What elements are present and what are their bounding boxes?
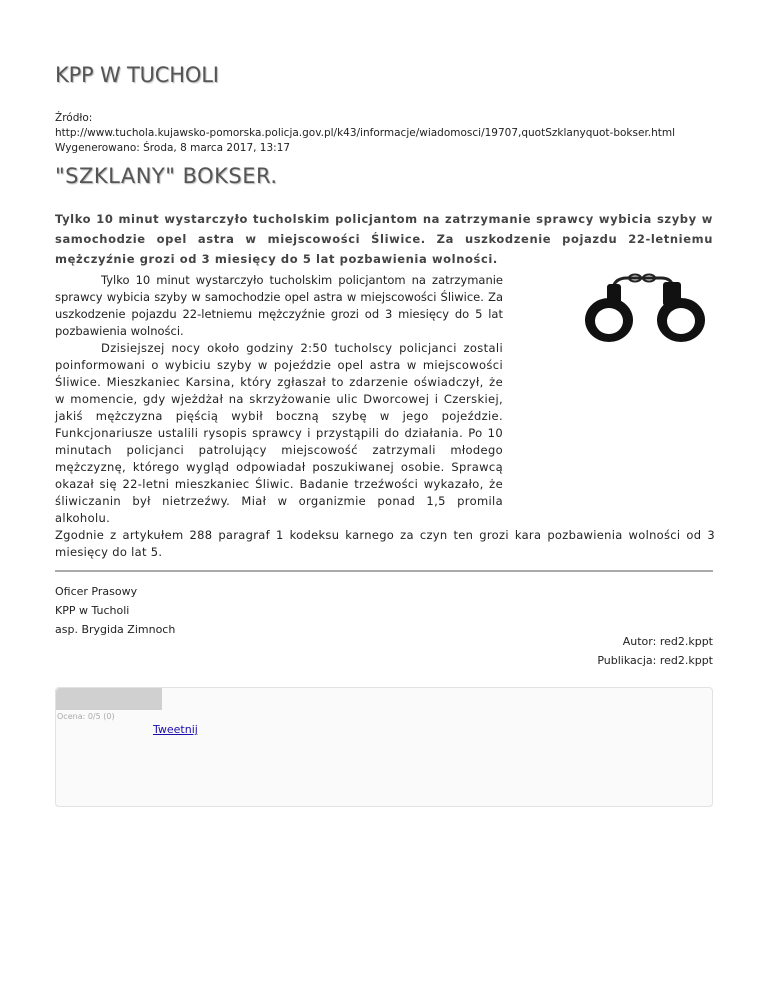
site-title: KPP W TUCHOLI xyxy=(55,63,219,87)
handcuffs-icon xyxy=(575,272,715,352)
source-url: http://www.tuchola.kujawsko-pomorska.policja.gov.pl/k43/informacje/wiadomosci/19707,quotSzklanyquot-bokser.html xyxy=(55,127,676,139)
rating-stars[interactable] xyxy=(56,688,162,710)
publication-credit: Publikacja: red2.kppt xyxy=(597,654,713,667)
paragraph-2 xyxy=(55,340,503,527)
tweet-link[interactable]: Tweetnij xyxy=(153,723,198,736)
paragraph-1-text: Tylko 10 minut wystarczyło tucholskim policjantom na zatrzymanie sprawcy wybicia szyby w samochodzie opel astra w miejscowości Śliwice. Za uszkodzenie pojazdu 22-letniemu mężczyźnie grozi od 3 miesięcy do 5 lat pozbawienia wolności. xyxy=(55,273,503,338)
officer-unit: KPP w Tucholi xyxy=(55,604,130,617)
article-title: "SZKLANY" BOKSER. xyxy=(55,164,278,188)
divider xyxy=(55,570,713,572)
officer-signature xyxy=(55,582,175,639)
rating-panel xyxy=(55,687,713,807)
officer-role: Oficer Prasowy xyxy=(55,585,138,598)
article-body xyxy=(55,272,715,561)
handcuffs-image xyxy=(575,272,715,352)
author-credit: Autor: red2.kppt xyxy=(622,635,713,648)
article-meta xyxy=(55,111,675,156)
officer-name: asp. Brygida Zimnoch xyxy=(55,623,176,636)
source-label: Źródło: xyxy=(55,112,93,124)
article-lead: Tylko 10 minut wystarczyło tucholskim policjantom na zatrzymanie sprawcy wybicia szyby w samochodzie opel astra w miejscowości Śliwice. Za uszkodzenie pojazdu 22-letniemu mężczyźnie grozi od 3 miesięcy do 5 lat pozbawienia wolności. xyxy=(55,212,713,266)
rating-text: Ocena: 0/5 (0) xyxy=(57,712,115,721)
credits xyxy=(597,632,713,670)
paragraph-1 xyxy=(55,272,503,340)
generated-date: Wygenerowano: Środa, 8 marca 2017, 13:17 xyxy=(55,142,291,154)
paragraph-3: Zgodnie z artykułem 288 paragraf 1 kodeksu karnego za czyn ten grozi kara pozbawienia wolności od 3 miesięcy do lat 5. xyxy=(55,528,715,559)
paragraph-2-text: Dzisiejszej nocy około godziny 2:50 tucholscy policjanci zostali poinformowani o wybiciu szyby w pojeździe opel astra w miejscowości Śliwice. Mieszkaniec Karsina, który zgłaszał to zdarzenie oświadczył, że w momencie, gdy wjeżdżał na skrzyżowanie ulic Dworcowej i Czerskiej, jakiś mężczyzna pięścią wybił boczną szybę w jego pojeździe. Funkcjonariusze ustalili rysopis sprawcy i przystąpili do działania. Po 10 minutach policjanci patrolujący miejscowość zatrzymali młodego mężczyznę, którego wygląd odpowiadał poszukiwanej osobie. Sprawcą okazał się 22-letni mieszkaniec Śliwic. Badanie trzeźwości wykazało, że śliwiczanin był nietrzeźwy. Miał w organizmie ponad 1,5 promila alkoholu. xyxy=(55,341,503,525)
